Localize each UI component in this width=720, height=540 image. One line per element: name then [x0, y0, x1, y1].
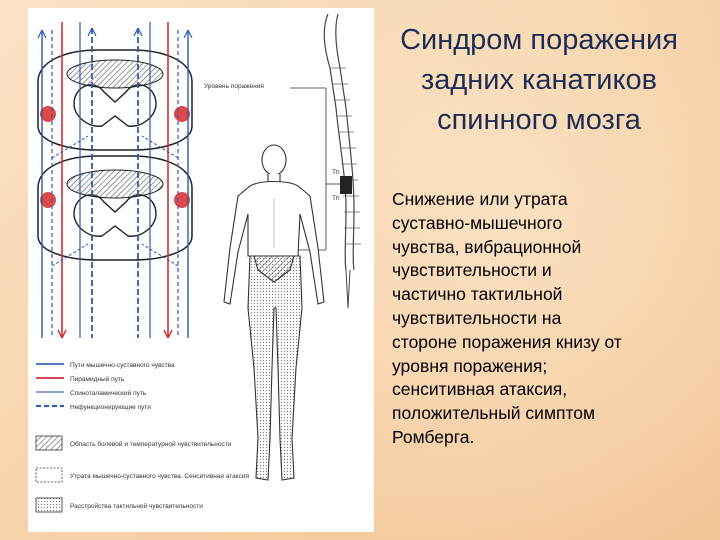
lesion-level-label: Уровень поражения — [204, 83, 264, 90]
description-line: сенситивная атаксия, — [392, 379, 568, 400]
legend-label: Утрата мышечно-суставного чувства. Сенситивная атаксия — [70, 473, 250, 480]
description-line: частично тактильной — [392, 284, 563, 305]
description-line: суставно-мышечного — [392, 212, 563, 233]
legend-swatch — [36, 498, 62, 512]
description-line: чувствительности на — [392, 307, 562, 328]
title-line: Синдром поражения — [400, 24, 678, 56]
description-line: Ромберга. — [392, 426, 475, 447]
description-line: чувствительности и — [392, 260, 552, 281]
spine-label: Th — [332, 195, 340, 202]
syndrome-description — [392, 188, 710, 450]
spine-label: Th — [332, 169, 340, 176]
legend-swatch — [36, 468, 62, 482]
legend-label: Спиноталамический путь — [70, 390, 147, 397]
legend-swatch — [36, 436, 62, 450]
description-line: Снижение или утрата — [392, 189, 568, 209]
anatomy-diagram — [28, 8, 374, 532]
spinal-column — [324, 14, 361, 308]
title-line: спинного мозга — [437, 104, 641, 136]
legend-label: Область болевой и температурной чувствительности — [70, 441, 232, 448]
legend-label: Пирамидный путь — [70, 376, 125, 383]
title-line: задних канатиков — [420, 64, 658, 96]
description-line: уровня поражения; — [392, 355, 548, 376]
description-line: стороне поражения книзу от — [392, 331, 622, 352]
spinal-cord-section-upper — [38, 50, 192, 150]
description-line: положительный симптом — [392, 403, 596, 424]
legend-label: Расстройства тактильной чувствительности — [70, 503, 203, 510]
lesion-segment — [340, 176, 352, 194]
legend — [36, 362, 250, 512]
legend-label: Пути мышечно-суставного чувства — [70, 362, 175, 369]
human-figure — [224, 145, 324, 480]
description-line: чувства, вибрационной — [392, 236, 582, 257]
slide-title — [372, 20, 706, 140]
anatomy-figure — [28, 8, 374, 532]
spinal-cord-section-lower — [38, 156, 192, 260]
legend-label: Нефункционирующие пути — [70, 404, 151, 411]
